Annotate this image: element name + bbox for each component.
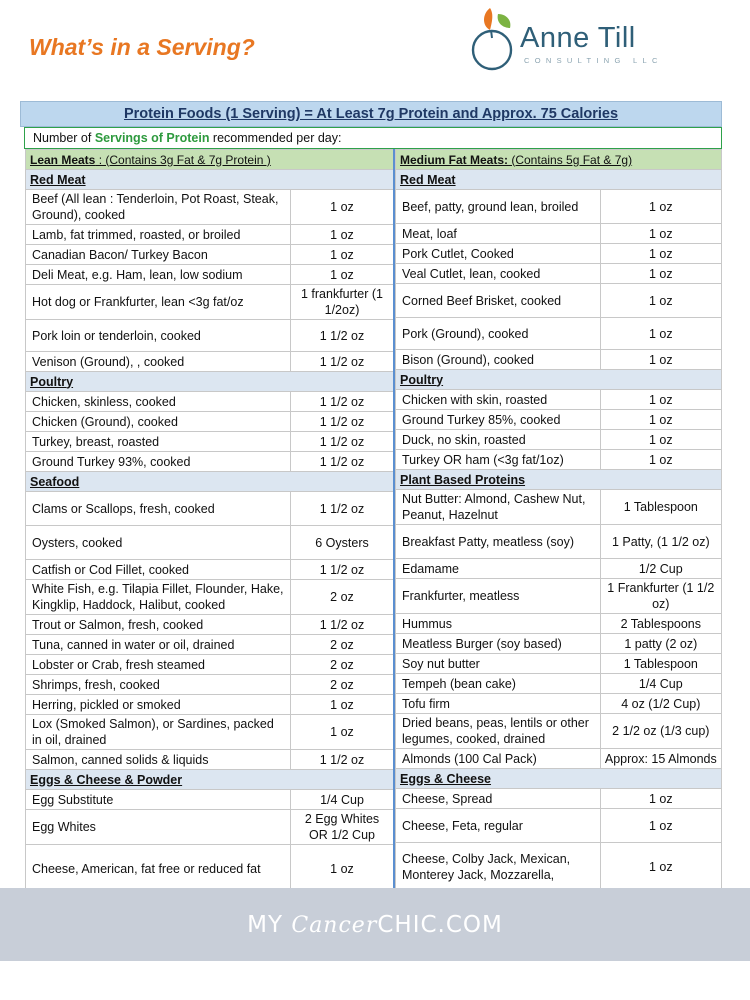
food-name: Ground Turkey 85%, cooked <box>396 410 601 430</box>
brand-logo <box>468 4 698 76</box>
lean-meats-table-row <box>26 715 394 750</box>
serving-amount: 1 oz <box>600 390 721 410</box>
serving-amount: 2 1/2 oz (1/3 cup) <box>600 714 721 749</box>
medium-fat-table-row <box>396 410 722 430</box>
food-name: Catfish or Cod Fillet, cooked <box>26 560 291 580</box>
lean-meats-table-row <box>26 352 394 372</box>
medium-fat-section-header <box>396 170 722 190</box>
footer-website <box>0 912 750 938</box>
lean-meats-table-row <box>26 615 394 635</box>
serving-amount: 1 1/2 oz <box>291 432 394 452</box>
food-name: Corned Beef Brisket, cooked <box>396 284 601 318</box>
serving-amount: 2 oz <box>291 655 394 675</box>
lean-meats-table-row <box>26 492 394 526</box>
serving-amount: 1 oz <box>291 695 394 715</box>
food-name: Cheese, American, fat free or reduced fat <box>26 845 291 893</box>
serving-amount: 1/4 Cup <box>600 674 721 694</box>
serving-amount: 4 oz (1/2 Cup) <box>600 694 721 714</box>
food-name: Soy nut butter <box>396 654 601 674</box>
food-name: Pork (Ground), cooked <box>396 318 601 350</box>
food-name: Tuna, canned in water or oil, drained <box>26 635 291 655</box>
serving-amount: 1/2 Cup <box>600 559 721 579</box>
serving-amount: 1 oz <box>291 190 394 225</box>
food-name: Clams or Scallops, fresh, cooked <box>26 492 291 526</box>
serving-amount: 1 Patty, (1 1/2 oz) <box>600 525 721 559</box>
food-name: Lamb, fat trimmed, roasted, or broiled <box>26 225 291 245</box>
serving-amount: 2 Egg Whites OR 1/2 Cup <box>291 810 394 845</box>
food-name: Venison (Ground), , cooked <box>26 352 291 372</box>
lean-meats-table-row <box>26 635 394 655</box>
section-label: Seafood <box>26 472 394 492</box>
serving-amount: 1 oz <box>291 265 394 285</box>
lean-meats-table <box>25 149 394 893</box>
serving-amount: 1 oz <box>291 245 394 265</box>
food-name: Beef, patty, ground lean, broiled <box>396 190 601 224</box>
medium-fat-title: Medium Fat Meats: <box>400 152 509 167</box>
lean-meats-table-row <box>26 845 394 893</box>
lean-meats-note: : (Contains 3g Fat & 7g Protein ) <box>95 152 271 167</box>
food-name: Lobster or Crab, fresh steamed <box>26 655 291 675</box>
lean-meats-table-row <box>26 285 394 320</box>
food-name: Veal Cutlet, lean, cooked <box>396 264 601 284</box>
serving-amount: 1 1/2 oz <box>291 412 394 432</box>
serving-amount: 1 oz <box>600 789 721 809</box>
medium-fat-table-row <box>396 809 722 843</box>
brand-subtitle: CONSULTING LLC <box>524 56 663 65</box>
food-name: Dried beans, peas, lentils or other legumes, cooked, drained <box>396 714 601 749</box>
serving-amount: 1 Frankfurter (1 1/2 oz) <box>600 579 721 614</box>
medium-fat-table-row <box>396 714 722 749</box>
lean-meats-section-header <box>26 770 394 790</box>
leaf-logo-icon <box>468 4 518 76</box>
footer-script: Cancer <box>291 913 378 938</box>
food-name: Duck, no skin, roasted <box>396 430 601 450</box>
serving-amount: 1 oz <box>291 225 394 245</box>
serving-amount: 1 1/2 oz <box>291 352 394 372</box>
lean-meats-table-row <box>26 655 394 675</box>
section-label: Red Meat <box>26 170 394 190</box>
medium-fat-table <box>395 149 722 891</box>
lean-meats-section-header <box>26 170 394 190</box>
food-name: Shrimps, fresh, cooked <box>26 675 291 695</box>
lean-meats-section-header <box>26 472 394 492</box>
section-label: Red Meat <box>396 170 722 190</box>
lean-meats-table-row <box>26 412 394 432</box>
medium-fat-section-header <box>396 470 722 490</box>
serving-amount: 1 oz <box>600 809 721 843</box>
serving-amount: 1 oz <box>600 430 721 450</box>
lean-meats-table-row <box>26 320 394 352</box>
medium-fat-table-row <box>396 430 722 450</box>
serving-amount: 1 oz <box>600 224 721 244</box>
food-name: White Fish, e.g. Tilapia Fillet, Flounder, Hake, Kingklip, Haddock, Halibut, cooked <box>26 580 291 615</box>
food-name: Frankfurter, meatless <box>396 579 601 614</box>
serving-amount: 1 oz <box>600 350 721 370</box>
food-name: Pork Cutlet, Cooked <box>396 244 601 264</box>
food-name: Chicken, skinless, cooked <box>26 392 291 412</box>
medium-fat-table-row <box>396 224 722 244</box>
food-name: Canadian Bacon/ Turkey Bacon <box>26 245 291 265</box>
food-name: Meat, loaf <box>396 224 601 244</box>
lean-meats-header <box>26 150 394 170</box>
serving-amount: 1 1/2 oz <box>291 452 394 472</box>
servings-highlight: Servings of Protein <box>94 131 210 145</box>
section-label: Poultry <box>26 372 394 392</box>
food-name: Nut Butter: Almond, Cashew Nut, Peanut, Hazelnut <box>396 490 601 525</box>
protein-grid <box>25 149 722 893</box>
table-banner <box>20 101 722 127</box>
serving-amount: 6 Oysters <box>291 526 394 560</box>
serving-amount: 2 oz <box>291 635 394 655</box>
food-name: Turkey, breast, roasted <box>26 432 291 452</box>
medium-fat-table-row <box>396 694 722 714</box>
lean-meats-table-row <box>26 452 394 472</box>
page-title: What’s in a Serving? <box>29 34 255 60</box>
lean-meats-table-row <box>26 790 394 810</box>
food-name: Hot dog or Frankfurter, lean <3g fat/oz <box>26 285 291 320</box>
lean-meats-table-row <box>26 750 394 770</box>
food-name: Chicken with skin, roasted <box>396 390 601 410</box>
serving-amount: 1 1/2 oz <box>291 560 394 580</box>
food-name: Tempeh (bean cake) <box>396 674 601 694</box>
lean-meats-table-row <box>26 392 394 412</box>
serving-amount: 1 oz <box>600 450 721 470</box>
medium-fat-table-row <box>396 350 722 370</box>
medium-fat-section-header <box>396 769 722 789</box>
food-name: Breakfast Patty, meatless (soy) <box>396 525 601 559</box>
lean-meats-table-row <box>26 560 394 580</box>
lean-meats-table-row <box>26 526 394 560</box>
servings-per-day-row <box>24 127 722 149</box>
lean-meats-column <box>25 149 393 893</box>
serving-amount: 1 1/2 oz <box>291 615 394 635</box>
medium-fat-table-row <box>396 390 722 410</box>
protein-serving-sheet <box>20 101 722 893</box>
serving-amount: Approx: 15 Almonds <box>600 749 721 769</box>
medium-fat-table-row <box>396 525 722 559</box>
food-name: Bison (Ground), cooked <box>396 350 601 370</box>
serving-amount: 1 oz <box>600 264 721 284</box>
serving-amount: 1 oz <box>291 845 394 893</box>
serving-amount: 1 oz <box>600 284 721 318</box>
medium-fat-table-row <box>396 579 722 614</box>
medium-fat-table-row <box>396 264 722 284</box>
food-name: Cheese, Feta, regular <box>396 809 601 843</box>
lean-meats-table-row <box>26 695 394 715</box>
section-label: Eggs & Cheese <box>396 769 722 789</box>
medium-fat-section-header <box>396 370 722 390</box>
medium-fat-table-row <box>396 318 722 350</box>
food-name: Egg Whites <box>26 810 291 845</box>
food-name: Pork loin or tenderloin, cooked <box>26 320 291 352</box>
serving-amount: 1 oz <box>291 715 394 750</box>
footer-post: CHIC.COM <box>377 912 503 938</box>
medium-fat-table-row <box>396 450 722 470</box>
medium-fat-table-row <box>396 490 722 525</box>
food-name: Egg Substitute <box>26 790 291 810</box>
medium-fat-table-row <box>396 614 722 634</box>
serving-amount: 1 oz <box>600 843 721 891</box>
lean-meats-table-row <box>26 265 394 285</box>
food-name: Salmon, canned solids & liquids <box>26 750 291 770</box>
serving-amount: 1 1/2 oz <box>291 392 394 412</box>
food-name: Ground Turkey 93%, cooked <box>26 452 291 472</box>
serving-amount: 1 oz <box>600 318 721 350</box>
medium-fat-note: (Contains 5g Fat & 7g) <box>508 152 633 167</box>
servings-post: recommended per day: <box>209 131 342 145</box>
medium-fat-table-row <box>396 634 722 654</box>
lean-meats-table-row <box>26 810 394 845</box>
medium-fat-table-row <box>396 749 722 769</box>
serving-amount: 1 Tablespoon <box>600 490 721 525</box>
food-name: Hummus <box>396 614 601 634</box>
banner-text: Protein Foods (1 Serving) = At Least 7g Protein and Approx. 75 Calories <box>123 106 619 122</box>
food-name: Herring, pickled or smoked <box>26 695 291 715</box>
lean-meats-table-row <box>26 225 394 245</box>
serving-amount: 1/4 Cup <box>291 790 394 810</box>
serving-amount: 2 oz <box>291 580 394 615</box>
food-name: Meatless Burger (soy based) <box>396 634 601 654</box>
servings-pre: Number of <box>33 131 95 145</box>
medium-fat-table-row <box>396 190 722 224</box>
medium-fat-table-row <box>396 843 722 891</box>
serving-amount: 1 1/2 oz <box>291 492 394 526</box>
serving-amount: 1 oz <box>600 190 721 224</box>
food-name: Turkey OR ham (<3g fat/1oz) <box>396 450 601 470</box>
section-label: Eggs & Cheese & Powder <box>26 770 394 790</box>
food-name: Oysters, cooked <box>26 526 291 560</box>
serving-amount: 1 1/2 oz <box>291 320 394 352</box>
food-name: Edamame <box>396 559 601 579</box>
lean-meats-table-row <box>26 245 394 265</box>
medium-fat-table-row <box>396 674 722 694</box>
food-name: Chicken (Ground), cooked <box>26 412 291 432</box>
lean-meats-table-row <box>26 675 394 695</box>
medium-fat-table-row <box>396 789 722 809</box>
lean-meats-table-row <box>26 432 394 452</box>
lean-meats-table-row <box>26 190 394 225</box>
serving-amount: 1 1/2 oz <box>291 750 394 770</box>
food-name: Deli Meat, e.g. Ham, lean, low sodium <box>26 265 291 285</box>
medium-fat-table-row <box>396 654 722 674</box>
serving-amount: 1 patty (2 oz) <box>600 634 721 654</box>
section-label: Poultry <box>396 370 722 390</box>
serving-amount: 1 oz <box>600 244 721 264</box>
lean-meats-title: Lean Meats <box>30 152 96 167</box>
food-name: Beef (All lean : Tenderloin, Pot Roast, Steak, Ground), cooked <box>26 190 291 225</box>
food-name: Cheese, Colby Jack, Mexican, Monterey Jack, Mozzarella, <box>396 843 601 891</box>
food-name: Tofu firm <box>396 694 601 714</box>
lean-meats-section-header <box>26 372 394 392</box>
food-name: Lox (Smoked Salmon), or Sardines, packed in oil, drained <box>26 715 291 750</box>
section-label: Plant Based Proteins <box>396 470 722 490</box>
lean-meats-table-row <box>26 580 394 615</box>
medium-fat-header <box>396 150 722 170</box>
brand-name: Anne Till <box>520 22 636 54</box>
footer-pre: MY <box>247 912 292 938</box>
site-footer <box>0 888 750 961</box>
serving-amount: 1 Tablespoon <box>600 654 721 674</box>
food-name: Trout or Salmon, fresh, cooked <box>26 615 291 635</box>
serving-amount: 2 oz <box>291 675 394 695</box>
medium-fat-table-row <box>396 559 722 579</box>
food-name: Almonds (100 Cal Pack) <box>396 749 601 769</box>
serving-amount: 1 frankfurter (1 1/2oz) <box>291 285 394 320</box>
serving-amount: 1 oz <box>600 410 721 430</box>
food-name: Cheese, Spread <box>396 789 601 809</box>
serving-amount: 2 Tablespoons <box>600 614 721 634</box>
medium-fat-column <box>393 149 722 893</box>
medium-fat-table-row <box>396 244 722 264</box>
medium-fat-table-row <box>396 284 722 318</box>
